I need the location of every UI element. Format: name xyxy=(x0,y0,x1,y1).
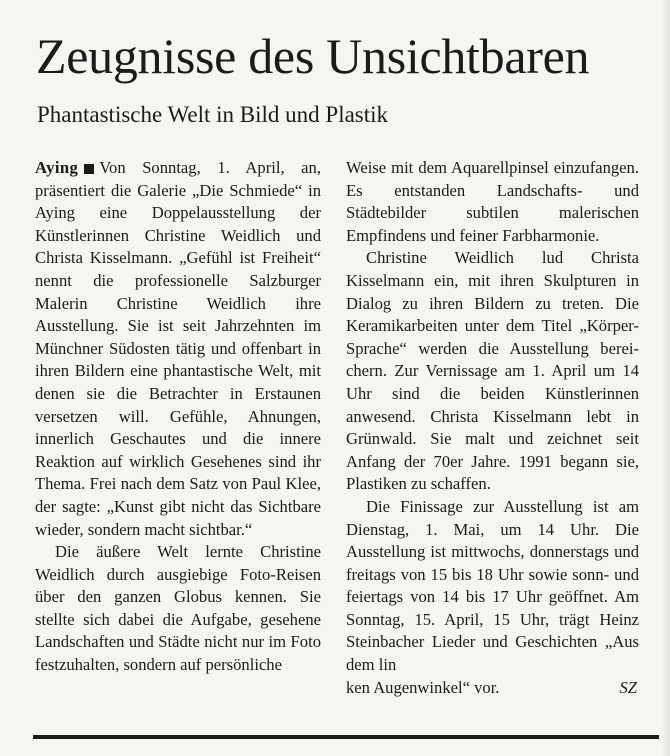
subheadline: Phantastische Welt in Bild und Plastik xyxy=(37,102,389,127)
paragraph-intro-text: Von Sonntag, 1. April, an, präsentiert die Galerie „Die Schmiede“ in Aying eine Doppelausstellung der Künstlerinnen Christine Weidlich und Christa Kisselmann. „Gefühl ist Freiheit“ nennt die professionelle Salzburger Malerin Christine Weidlich ihre Ausstellung. Sie ist seit Jahrzehnten im Münchner Südosten tätig und offenbart in ihren Bildern eine phantastische Welt, mit denen sie die Betrachter in Erstaunen versetzen will. Gefühle, Ahnungen, innerlich Geschautes und die innere Reaktion auf wirklich Gesehenes sind ihr Thema. Frei nach dem Satz von Paul Klee, der sagte: „Kunst gibt nicht das Sichtbare wieder, sondern macht sichtbar.“ xyxy=(35,158,321,539)
bottom-rule xyxy=(33,735,659,739)
paragraph-travel-continued: Weise mit dem Aquarellpinsel einzufangen. Es entstanden Landschafts- und Städtebilder subtilen malerischen Empfindens und feiner Farbharmonie. xyxy=(346,158,639,245)
paragraph-finissage-text: Die Finissage zur Ausstellung ist am Dienstag, 1. Mai, um 14 Uhr. Die Ausstellung ist mittwochs, donnerstags und freitags von 15 bis 18 Uhr sowie sonn- und feiertags von 14 bis 17 Uhr geöffnet. Am Sonntag, 15. April, 15 Uhr, trägt Heinz Steinbacher Lieder und Geschichten „Aus dem lin xyxy=(346,496,639,675)
author-signature: SZ xyxy=(619,677,637,697)
page-edge-shadow xyxy=(660,0,670,756)
paragraph-sculptures: Christine Weidlich lud Christa Kisselmann ein, mit ihren Skulpturen in Dialog zu ihren Bildern zu treten. Die Keramikarbeiten unter dem Titel „Körper-Sprache“ werden die Ausstellung bereichern. Zur Vernissage am 1. April um 14 Uhr sind die beiden Künstlerinnen anwesend. Christa Kisselmann lebt in Grünwald. Sie malt und zeichnet seit Anfang der 70er Jahre. 1991 begann sie, Plastiken zu schaffen. xyxy=(346,248,639,494)
right-column xyxy=(346,157,639,699)
dateline-square-icon xyxy=(84,164,94,174)
last-line-text: ken Augenwinkel“ vor. xyxy=(346,677,500,697)
paragraph-travel: Die äußere Welt lernte Christine Weidlich durch ausgiebige Foto-Reisen über den ganzen Globus kennen. Sie stellte sich dabei die Aufgabe, gesehene Landschaften und Städte nicht nur im Foto festzuhalten, sondern auf persönliche xyxy=(35,542,321,675)
headline: Zeugnisse des Unsichtbaren xyxy=(36,28,590,84)
paragraph-finissage xyxy=(346,496,639,677)
left-column xyxy=(35,157,321,677)
dateline: Aying xyxy=(35,158,79,177)
paragraph-intro xyxy=(35,157,321,541)
last-line xyxy=(346,677,639,700)
